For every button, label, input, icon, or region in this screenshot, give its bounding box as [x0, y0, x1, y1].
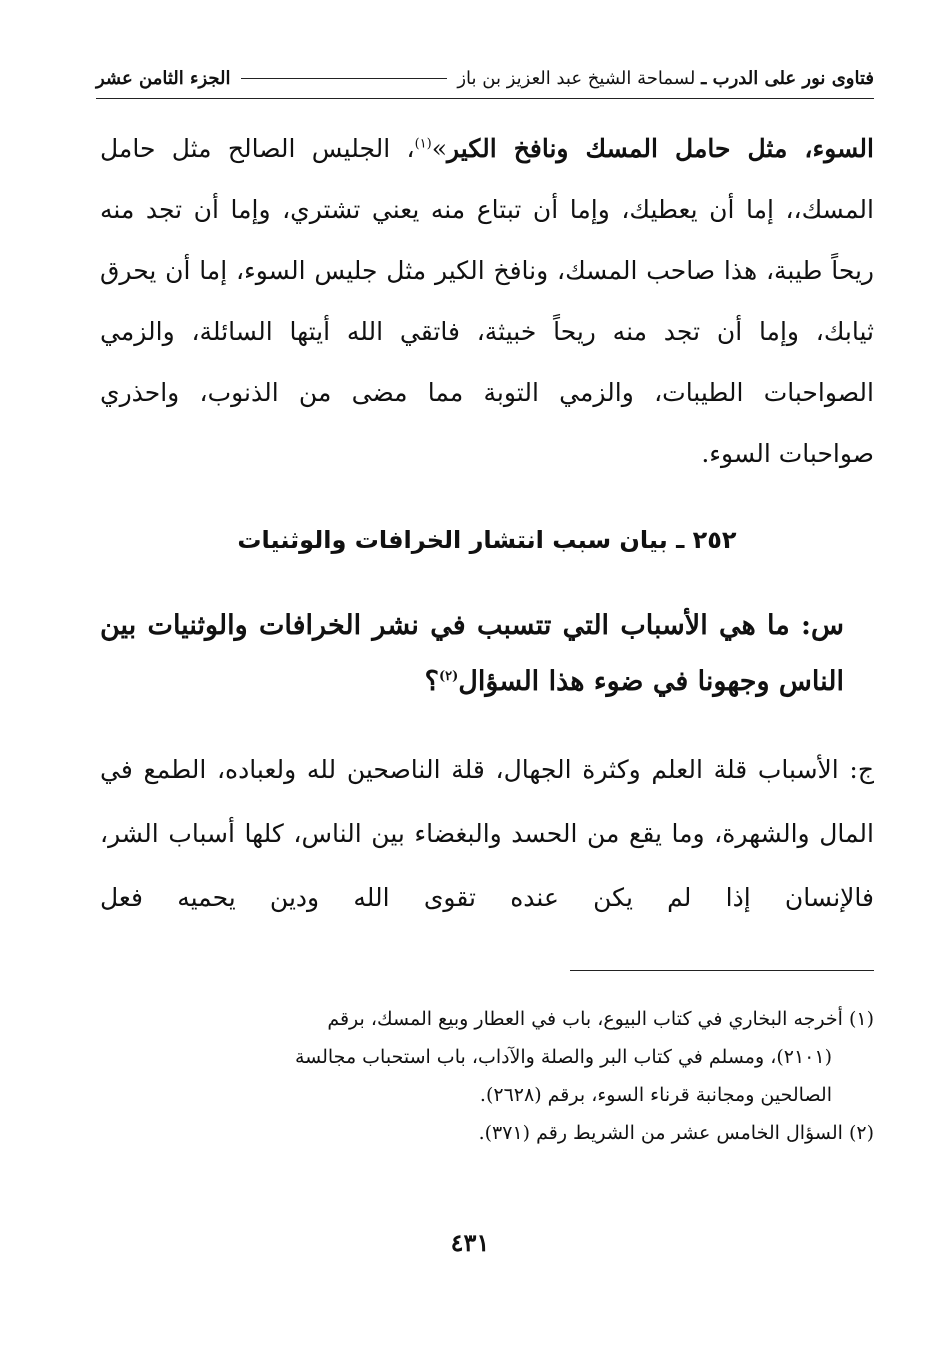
footnote-line: (٢١٠١)، ومسلم في كتاب البر والصلة والآداب، باب استحباب مجالسة: [294, 1046, 832, 1068]
paragraph-continuation: [100, 118, 874, 484]
hadith-bold-text: السوء، مثل حامل المسك ونافخ الكير: [447, 134, 874, 163]
footnote-line: السؤال الخامس عشر من الشريط رقم (٣٧١).: [478, 1122, 843, 1144]
footnote-marker: (٢): [848, 1122, 874, 1144]
footnote-line: الصالحين ومجانبة قرناء السوء، برقم (٢٦٢٨).: [479, 1084, 832, 1106]
page-number: ٤٣١: [450, 1228, 490, 1257]
footnotes-area: [100, 1000, 874, 1152]
question-block: [100, 598, 844, 710]
footnote-line: أخرجه البخاري في كتاب البيوع، باب في العطار وبيع المسك، برقم: [327, 1008, 843, 1030]
header-right: [457, 68, 874, 89]
closing-quote: »: [431, 134, 447, 163]
footnote-ref-1[interactable]: (١): [414, 136, 432, 152]
section-heading: ٢٥٢ ـ بيان سبب انتشار الخرافات والوثنيات: [237, 526, 737, 554]
book-title: فتاوى نور على الدرب ـ: [701, 67, 874, 89]
footnote-separator: [570, 970, 874, 971]
header-rule: [241, 78, 448, 79]
question-mark: ؟: [424, 666, 439, 697]
question-text: س: ما هي الأسباب التي تتسبب في نشر الخرافات والوثنيات بين الناس وجهونا في ضوء هذا السؤال: [100, 610, 844, 697]
footnote-ref-2[interactable]: (٢): [439, 669, 459, 684]
footnote-2: [100, 1114, 874, 1152]
running-header: [96, 58, 874, 99]
volume-label: الجزء الثامن عشر: [96, 67, 231, 89]
paragraph-text: ، الجليس الصالح مثل حامل المسك،، إما أن يعطيك، وإما أن تبتاع منه يعني تشتري، وإما أن تجد منه ريحاً طيبة، هذا صاحب المسك، ونافخ الكير مثل جليس السوء، إما أن يحرق ثيابك، وإما أن تجد منه ريحاً خبيثة، فاتقي الله أيتها السائلة، والزمي الصواحبات الطيبات، والزمي التوبة مما مضى من الذنوب، واحذري صواحبات السوء.: [100, 134, 874, 468]
author-name: لسماحة الشيخ عبد العزيز بن باز: [457, 67, 696, 89]
answer-block: ج: الأسباب قلة العلم وكثرة الجهال، قلة الناصحين لله ولعباده، الطمع في المال والشهرة، وما يقع من الحسد والبغضاء بين الناس، كلها أسباب الشر، فالإنسان إذا لم يكن عنده تقوى الله ودين يحميه فعل: [100, 755, 874, 912]
footnote-1: [100, 1000, 874, 1114]
footnote-marker: (١): [848, 1008, 874, 1030]
